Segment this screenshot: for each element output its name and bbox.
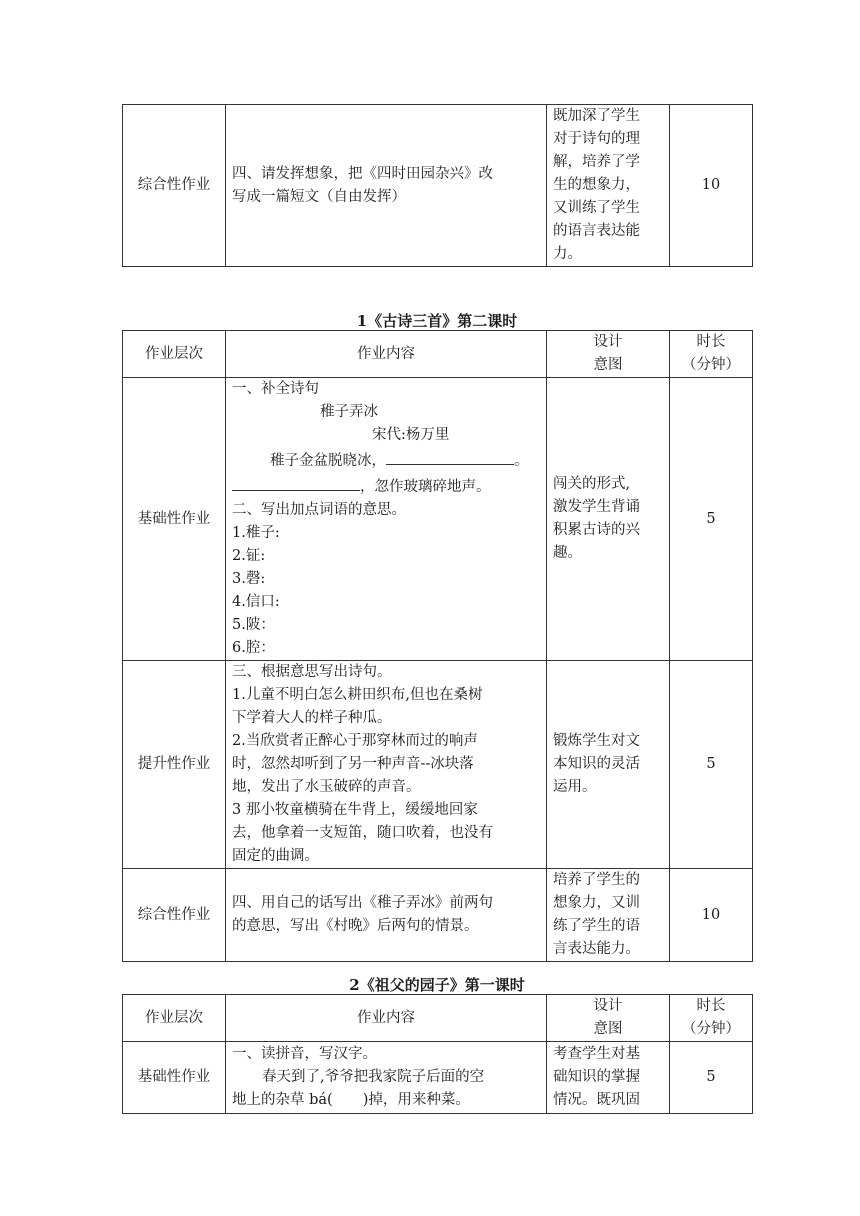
header-intent-line1: 设计: [593, 334, 623, 350]
header-minutes: [670, 995, 753, 1042]
header-row: [123, 331, 753, 378]
intent-cell: [547, 661, 670, 869]
content-line: 3 那小牧童横骑在牛背上，缓缓地回家: [232, 802, 478, 818]
intent-line: 运用。: [553, 779, 597, 795]
intent-line: 础知识的掌握: [553, 1069, 640, 1085]
poem-title: 稚子弄冰: [320, 404, 378, 420]
content-line: 下学着大人的样子种瓜。: [232, 710, 392, 726]
poem-text: ，忽作玻璃碎地声。: [360, 479, 491, 495]
content-line: 三、根据意思写出诗句。: [232, 664, 392, 680]
content-line: 的意思，写出《村晚》后两句的情景。: [232, 918, 479, 934]
question-heading: 二、写出加点词语的意思。: [232, 502, 406, 518]
level-cell: 基础性作业: [123, 1042, 226, 1114]
content-cell: [226, 105, 547, 267]
intent-line: 本知识的灵活: [553, 756, 640, 772]
content-line: 地，发出了水玉破碎的声音。: [232, 779, 421, 795]
minutes-cell: 5: [670, 661, 753, 869]
intent-cell: [547, 105, 670, 267]
content-line: 四、请发挥想象，把《四时田园杂兴》改: [232, 165, 493, 182]
fill-blank[interactable]: [386, 447, 514, 465]
minutes-cell: 5: [670, 378, 753, 661]
content-line: [232, 1089, 540, 1112]
poem-punct: 。: [514, 453, 529, 469]
intent-line: 又训练了学生: [553, 200, 640, 216]
intent-line: 考查学生对基: [553, 1046, 640, 1062]
header-intent-line2: 意图: [593, 357, 623, 373]
content-cell: [226, 661, 547, 869]
level-cell: 基础性作业: [123, 378, 226, 661]
intent-line: 解，培养了学: [553, 154, 640, 170]
header-minutes-line2: （分钟）: [682, 1021, 740, 1037]
header-content: 作业内容: [226, 331, 547, 378]
intent-line: 言表达能力。: [553, 941, 640, 957]
intent-cell: [547, 869, 670, 962]
level-cell: 综合性作业: [123, 869, 226, 962]
header-row: [123, 995, 753, 1042]
content-line: 1.儿童不明白怎么耕田织布,但也在桑树: [232, 687, 483, 703]
content-cell: [226, 378, 547, 661]
intent-line: 情况。既巩固: [553, 1092, 640, 1108]
poem-line: [232, 447, 540, 473]
intent-line: 力。: [553, 246, 582, 262]
word-item: 6.腔：: [232, 640, 275, 656]
poem-line: [232, 473, 540, 499]
word-item: 3.磬:: [232, 571, 266, 587]
intent-line: 想象力，又训: [553, 895, 640, 911]
intent-line: 积累古诗的兴: [553, 522, 640, 538]
header-intent: [547, 995, 670, 1042]
homework-table-continued: [122, 104, 753, 267]
header-content: 作业内容: [226, 995, 547, 1042]
word-item: 4.信口:: [232, 594, 280, 610]
header-level: 作业层次: [123, 995, 226, 1042]
pinyin-prompt: 地上的杂草 bá(: [232, 1092, 333, 1108]
content-line: 春天到了,爷爷把我家院子后面的空: [262, 1069, 485, 1085]
content-text: )掉，用来种菜。: [362, 1092, 470, 1108]
table-row-comprehensive: [123, 869, 753, 962]
content-line: 2.当欣赏者正醉心于那穿林而过的响声: [232, 733, 478, 749]
intent-line: 既加深了学生: [553, 108, 640, 124]
word-item: 2.钲:: [232, 548, 266, 564]
content-line: 四、用自己的话写出《稚子弄冰》前两句: [232, 895, 493, 911]
table-row-basic: [123, 378, 753, 661]
header-intent-line2: 意图: [593, 1021, 623, 1037]
intent-line: 生的想象力，: [553, 177, 640, 193]
content-line: 写成一篇短文（自由发挥）: [232, 188, 406, 205]
intent-line: 趣。: [553, 545, 582, 561]
table-row-basic: [123, 1042, 753, 1114]
poem-author: 宋代:杨万里: [372, 427, 450, 443]
level-cell: 提升性作业: [123, 661, 226, 869]
minutes-cell: 10: [670, 105, 753, 267]
poem-text: 稚子金盆脱晓冰，: [270, 453, 386, 469]
word-item: 5.陂：: [232, 617, 275, 633]
header-minutes-line2: （分钟）: [682, 357, 740, 373]
question-heading: 一、补全诗句: [232, 381, 319, 397]
intent-line: 锻炼学生对文: [553, 733, 640, 749]
homework-table: [122, 994, 753, 1114]
minutes-cell: 10: [670, 869, 753, 962]
intent-cell: [547, 378, 670, 661]
table-row: [123, 105, 753, 267]
content-line: 固定的曲调。: [232, 848, 319, 864]
header-intent: [547, 331, 670, 378]
word-item: 1.稚子:: [232, 525, 280, 541]
header-level: 作业层次: [123, 331, 226, 378]
content-line: 去，他拿着一支短笛，随口吹着，也没有: [232, 825, 493, 841]
content-cell: [226, 869, 547, 962]
header-minutes-line1: 时长: [696, 998, 726, 1014]
minutes-cell: 5: [670, 1042, 753, 1114]
section-title: 2《祖父的园子》第一课时: [349, 976, 525, 994]
intent-cell: [547, 1042, 670, 1114]
intent-line: 的语言表达能: [553, 223, 640, 239]
header-minutes-line1: 时长: [696, 334, 726, 350]
level-cell: 综合性作业: [123, 105, 226, 267]
content-line: 时，忽然却听到了另一种声音--冰块落: [232, 756, 474, 772]
intent-line: 练了学生的语: [553, 918, 640, 934]
table-row-improve: [123, 661, 753, 869]
fill-blank[interactable]: [232, 473, 360, 491]
intent-line: 闯关的形式,: [553, 476, 631, 492]
intent-line: 对于诗句的理: [553, 131, 640, 147]
homework-table: [122, 330, 753, 962]
section-title: 1《古诗三首》第二课时: [356, 312, 518, 330]
header-minutes: [670, 331, 753, 378]
question-heading: 一、读拼音，写汉字。: [232, 1046, 377, 1062]
intent-line: 培养了学生的: [553, 872, 640, 888]
content-cell: [226, 1042, 547, 1114]
header-intent-line1: 设计: [593, 998, 623, 1014]
intent-line: 激发学生背诵: [553, 499, 640, 515]
